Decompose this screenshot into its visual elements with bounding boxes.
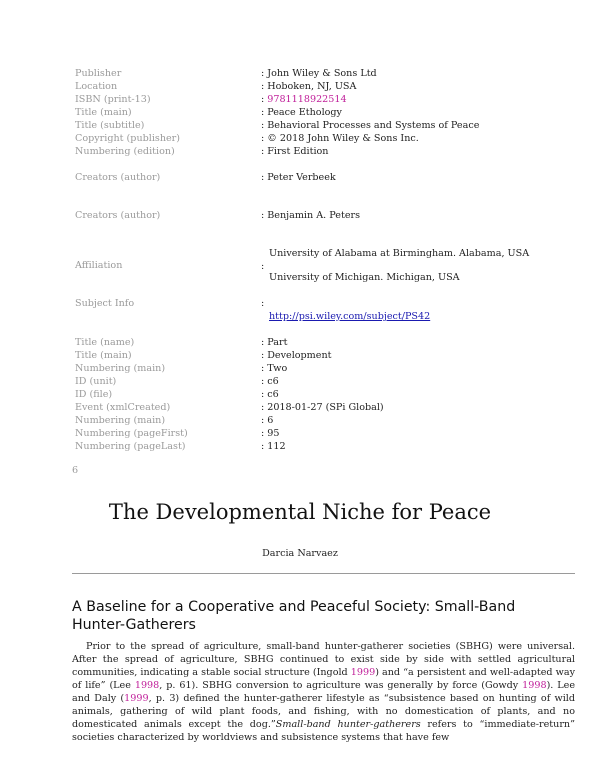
meta-row xyxy=(75,80,535,93)
meta-label: Title (main) xyxy=(75,350,132,361)
meta-row-subject xyxy=(75,297,535,323)
meta-label: Creators (author) xyxy=(75,210,161,221)
meta-label: ID (unit) xyxy=(75,376,117,387)
meta-row xyxy=(75,336,535,349)
meta-label: Event (xmlCreated) xyxy=(75,402,171,413)
meta-row xyxy=(75,132,535,145)
subject-link[interactable]: http://psi.wiley.com/subject/PS42 xyxy=(269,311,431,322)
spacer xyxy=(75,222,535,247)
meta-value: : First Edition xyxy=(261,146,329,157)
affiliation-separator: : xyxy=(261,261,265,272)
meta-row xyxy=(75,349,535,362)
meta-row xyxy=(75,93,535,106)
section-heading: A Baseline for a Cooperative and Peaceful Society: Small-Band Hunter-Gatherers xyxy=(72,599,516,633)
chapter-author: Darcia Narvaez xyxy=(262,548,338,559)
meta-row xyxy=(75,362,535,375)
spacer xyxy=(75,184,535,209)
citation-link[interactable]: 1999 xyxy=(350,667,376,678)
meta-row xyxy=(75,145,535,158)
meta-row xyxy=(75,67,535,80)
meta-value: : Part xyxy=(261,337,288,348)
meta-label: Numbering (pageLast) xyxy=(75,441,186,452)
affiliation-1: University of Alabama at Birmingham. Alabama, USA xyxy=(269,248,530,259)
meta-row xyxy=(75,119,535,132)
meta-value: : Hoboken, NJ, USA xyxy=(261,81,357,92)
body-paragraph: Prior to the spread of agriculture, small-band hunter-gatherer societies (SBHG) were universal. After the spread of agriculture, SBHG continued to exist side by side with settled agricultural communities, indicating a stable social structure (Ingold 1999) and “a persistent and well-adapted way of life” (Lee 1998, p. 61). SBHG conversion to agriculture was generally by force (Gowdy 1998). Lee and Daly (1999, p. 3) defined the hunter-gatherer lifestyle as “subsistence based on hunting of wild animals, gathering of wild plant foods, and fishing, with no domestication of plants, and no domesticated animals except the dog.”Small-band hunter-gatherers refers to “immediate-return” societies characterized by worldviews and subsistence systems that have few xyxy=(72,641,576,743)
meta-value: : Benjamin A. Peters xyxy=(261,210,361,221)
divider xyxy=(72,573,575,574)
spacer xyxy=(75,158,535,171)
meta-label: Title (name) xyxy=(75,337,135,348)
meta-value: : 2018-01-27 (SPi Global) xyxy=(261,402,384,413)
meta-row xyxy=(75,375,535,388)
page-number: 6 xyxy=(72,465,79,476)
affiliation-2: University of Michigan. Michigan, USA xyxy=(269,272,460,283)
meta-value: : Peace Ethology xyxy=(261,107,342,118)
meta-value: : Peter Verbeek xyxy=(261,172,336,183)
meta-value: : 95 xyxy=(261,428,280,439)
meta-row-affiliation xyxy=(75,247,535,284)
meta-row xyxy=(75,440,535,453)
meta-label: Subject Info xyxy=(75,298,135,309)
meta-value: : 6 xyxy=(261,415,274,426)
citation-link[interactable]: 1998 xyxy=(522,680,547,691)
meta-row xyxy=(75,106,535,119)
meta-value: : Behavioral Processes and Systems of Peace xyxy=(261,120,480,131)
citation-link[interactable]: 1999 xyxy=(124,693,149,704)
meta-value: : 9781118922514 xyxy=(261,94,347,105)
meta-label: Numbering (main) xyxy=(75,415,166,426)
meta-label: Affiliation xyxy=(75,260,123,271)
meta-label: Numbering (main) xyxy=(75,363,166,374)
meta-row xyxy=(75,427,535,440)
meta-row-creator xyxy=(75,171,535,184)
meta-value: : c6 xyxy=(261,376,279,387)
affiliation-values xyxy=(261,247,529,284)
subject-value xyxy=(261,310,430,323)
meta-row xyxy=(75,401,535,414)
meta-label: ID (file) xyxy=(75,389,113,400)
meta-label: Location xyxy=(75,81,118,92)
meta-value: : Two xyxy=(261,363,288,374)
meta-value: : John Wiley & Sons Ltd xyxy=(261,68,377,79)
meta-row xyxy=(75,414,535,427)
meta-row-creator xyxy=(75,209,535,222)
meta-value: : c6 xyxy=(261,389,279,400)
meta-row xyxy=(75,388,535,401)
chapter-title: The Developmental Niche for Peace xyxy=(108,500,492,524)
meta-label: Numbering (pageFirst) xyxy=(75,428,188,439)
meta-value: : 112 xyxy=(261,441,286,452)
spacer xyxy=(75,323,535,336)
meta-label: Creators (author) xyxy=(75,172,161,183)
meta-label: Publisher xyxy=(75,68,122,79)
meta-value: : © 2018 John Wiley & Sons Inc. xyxy=(261,133,419,144)
meta-label: ISBN (print-13) xyxy=(75,94,151,105)
metadata-block xyxy=(75,67,535,453)
subject-values xyxy=(261,297,430,323)
meta-label: Numbering (edition) xyxy=(75,146,175,157)
meta-label: Title (main) xyxy=(75,107,132,118)
meta-value: : Development xyxy=(261,350,332,361)
subject-separator: : xyxy=(261,298,265,309)
citation-link[interactable]: 1998 xyxy=(134,680,160,691)
spacer xyxy=(75,284,535,297)
meta-label: Title (subtitle) xyxy=(75,120,145,131)
meta-label: Copyright (publisher) xyxy=(75,133,181,144)
